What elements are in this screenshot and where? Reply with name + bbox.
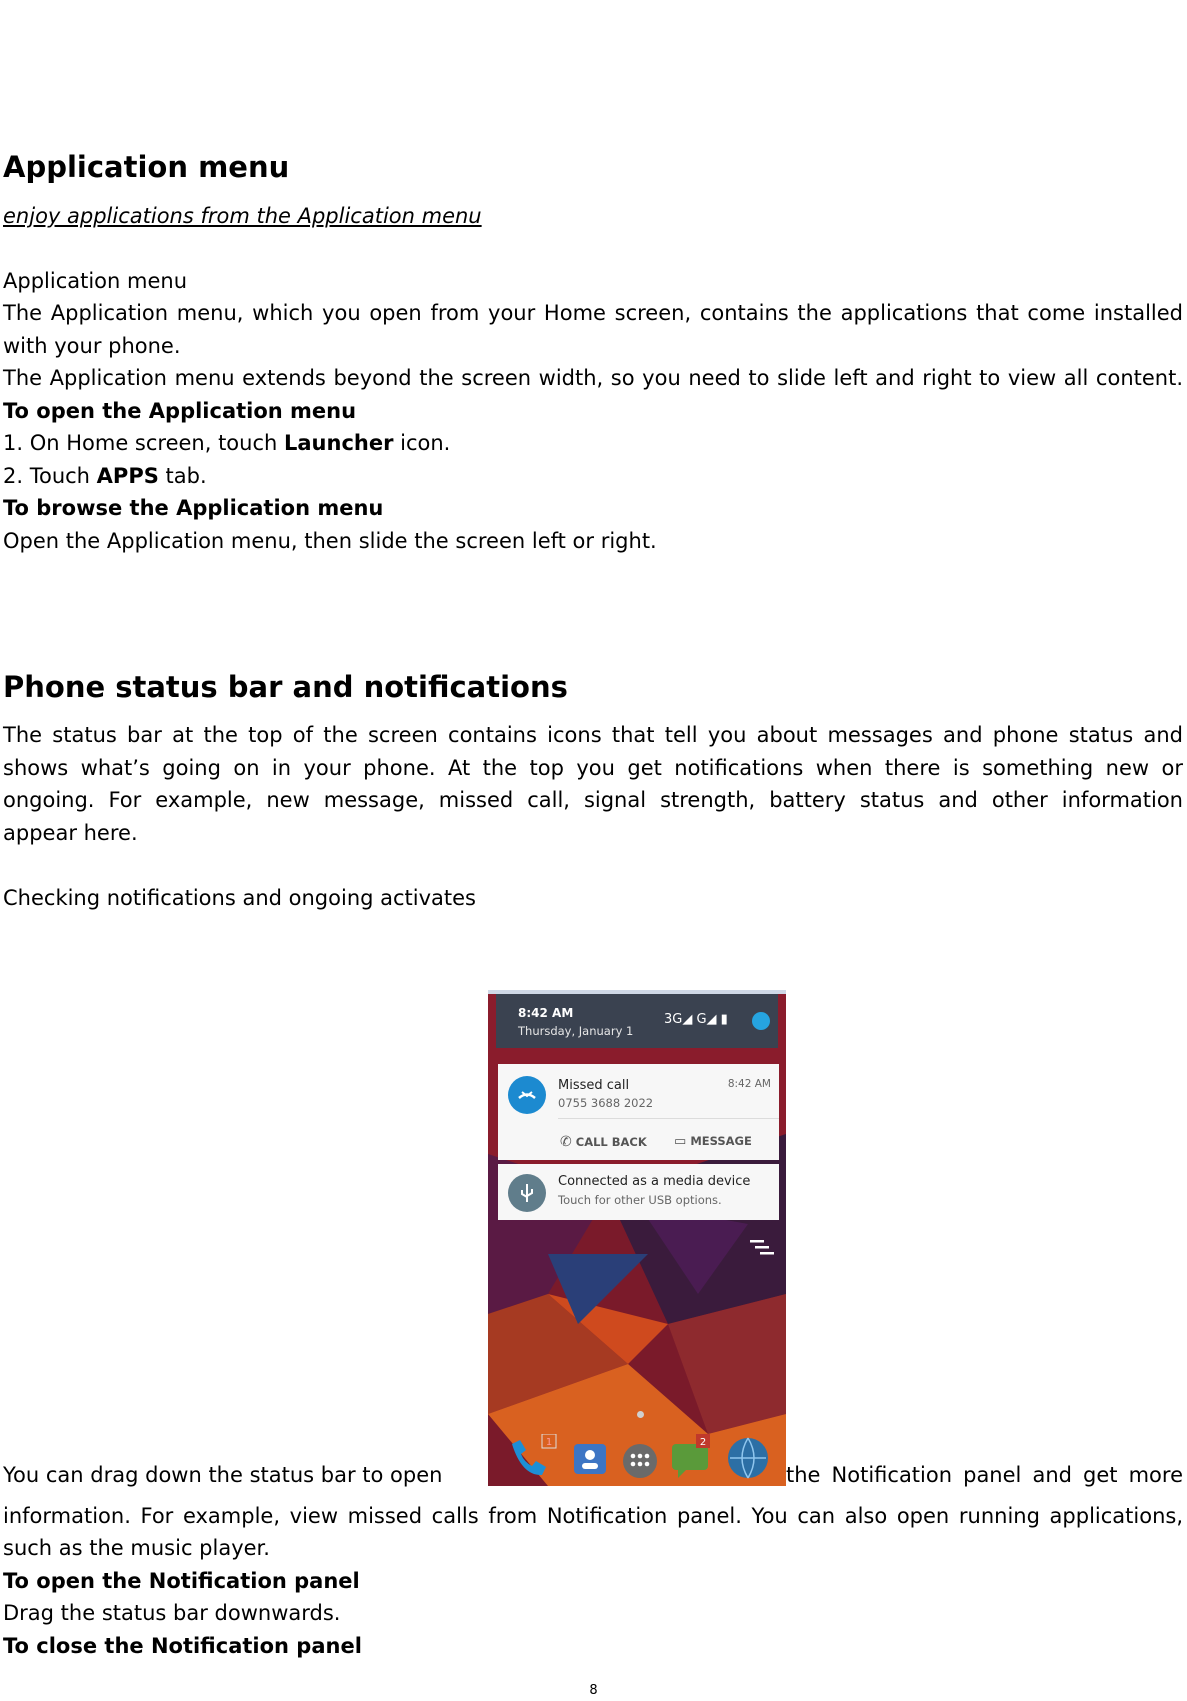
missed-call-icon [508,1076,546,1114]
subheading-browse-app-menu: To browse the Application menu [3,496,384,520]
paragraph-line: The status bar at the top of the screen contains icons that tell you about messages and phone status and [3,723,1183,747]
paragraph-line: information. For example, view missed calls from Notification panel. You can also open running applications, [3,1504,1183,1528]
step-bold: APPS [96,464,159,488]
browser-app-icon[interactable] [728,1438,768,1478]
paragraph-line: Drag the status bar downwards. [3,1601,341,1625]
step-2 [3,460,207,493]
paragraph-line: The Application menu extends beyond the screen width, so you need to slide left and right to view all content. [3,366,1183,390]
page-number: 8 [589,1683,598,1698]
messaging-badge: 2 [699,1437,707,1448]
paragraph-line: appear here. [3,821,138,845]
step-text: icon. [393,431,451,455]
subheading-open-app-menu: To open the Application menu [3,399,357,423]
dock [504,1434,774,1480]
usb-notification[interactable] [498,1164,779,1220]
step-text: 2. Touch [3,464,97,488]
step-text: 1. On Home screen, touch [3,431,284,455]
subheading-close-notification-panel: To close the Notification panel [3,1634,362,1658]
status-time: 8:42 AM [518,1006,574,1020]
paragraph-line: such as the music player. [3,1536,270,1560]
usb-icon [508,1174,546,1212]
step-text: tab. [158,464,207,488]
call-back-label: CALL BACK [575,1135,647,1149]
contacts-app-icon[interactable] [574,1444,606,1474]
status-date: Thursday, January 1 [518,1024,634,1038]
divider [558,1118,779,1119]
notification-panel-screenshot [488,990,786,1486]
paragraph-line: The Application menu, which you open from your Home screen, contains the applications that come installed [3,301,1183,325]
status-bar[interactable] [496,994,778,1048]
paragraph-line: Open the Application menu, then slide the screen left or right. [3,529,657,553]
paragraph-line: shows what’s going on in your phone. At the top you get notifications when there is something new or [3,756,1183,780]
phone-icon: ✆ [560,1134,572,1150]
user-avatar-icon[interactable] [752,1012,770,1030]
message-label: MESSAGE [690,1134,752,1148]
usb-title: Connected as a media device [558,1174,751,1189]
phone-badge: 1 [545,1437,553,1448]
paragraph-line: the Notification panel and get more [786,1463,1183,1487]
missed-call-number: 0755 3688 2022 [558,1096,654,1110]
subheading-open-notification-panel: To open the Notification panel [3,1569,360,1593]
paragraph-line: Checking notifications and ongoing activates [3,886,477,910]
message-button[interactable] [674,1134,752,1149]
paragraph-line: ongoing. For example, new message, missed call, signal strength, battery status and other information [3,788,1183,812]
paragraph-label: Application menu [3,269,188,293]
section-title-status-bar: Phone status bar and notifications [3,670,568,704]
paragraph-line: You can drag down the status bar to open [3,1463,443,1487]
clear-all-icon[interactable] [750,1238,774,1258]
usb-subtitle: Touch for other USB options. [558,1193,722,1207]
paragraph-line: with your phone. [3,334,181,358]
section-title-application-menu: Application menu [3,150,290,184]
step-bold: Launcher [284,431,394,455]
section-subtitle: enjoy applications from the Application menu [3,204,482,228]
signal-battery-icons: 3G◢ G◢ ▮ [664,1012,728,1027]
step-1 [3,427,450,460]
missed-call-time: 8:42 AM [727,1078,771,1090]
missed-call-title: Missed call [558,1078,630,1093]
missed-call-notification[interactable] [498,1064,779,1160]
call-back-button[interactable] [560,1134,647,1150]
page-indicator-dot [637,1411,644,1418]
launcher-icon[interactable] [623,1444,657,1478]
message-icon: ▭ [674,1134,687,1149]
